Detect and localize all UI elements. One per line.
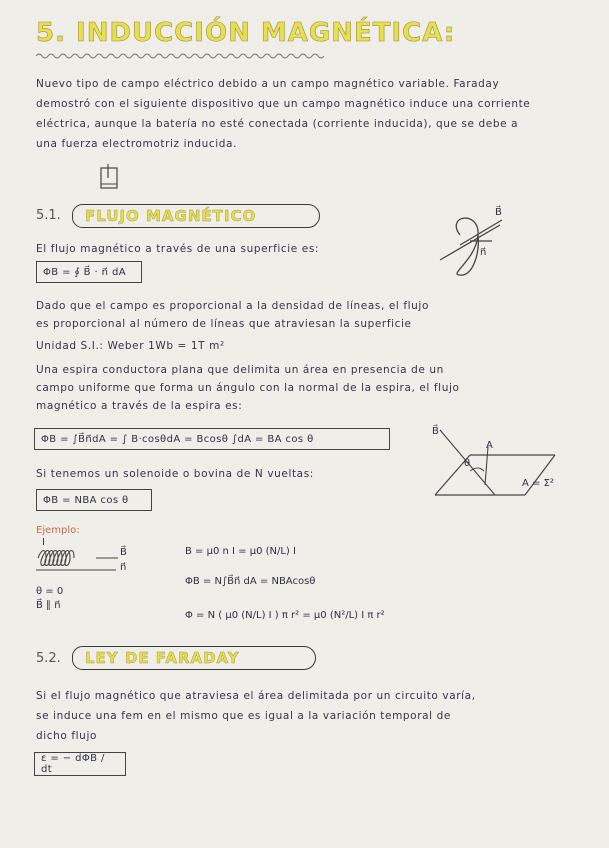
section-2-title: LEY DE FARADAY [72, 646, 316, 670]
flux-formula-box: ΦB = ∮ B⃗ · n⃗ dA [36, 261, 142, 283]
page-title: 5. INDUCCIÓN MAGNÉTICA: [36, 18, 456, 48]
angle-diagram-B-label: B⃗ [432, 426, 439, 437]
flux-paragraph-1-line-1: Dado que el campo es proporcional a la densidad de líneas, el flujo [36, 300, 429, 312]
flux-paragraph-2-line-3: magnético a través de la espira es: [36, 400, 243, 412]
section-1-number: 5.1. [36, 208, 61, 223]
example-eq2: ΦB = N∫B⃗n⃗ dA = NBAcosθ [185, 576, 316, 587]
angle-diagram-A-label: A [486, 440, 493, 451]
intro-line-2: demostró con el siguiente dispositivo que un campo magnético induce una corriente [36, 98, 531, 110]
angle-diagram [430, 425, 590, 505]
example-n-label: n⃗ [120, 562, 127, 573]
example-eq1: B = μ0 n I = μ0 (N/L) I [185, 546, 296, 557]
section-1-title: FLUJO MAGNÉTICO [72, 204, 320, 228]
flux-intro-line: El flujo magnético a través de una superficie es: [36, 243, 320, 255]
faraday-line-1: Si el flujo magnético que atraviesa el área delimitada por un circuito varía, [36, 690, 476, 702]
intro-line-1: Nuevo tipo de campo eléctrico debido a un campo magnético variable. Faraday [36, 78, 500, 90]
example-B-label: B⃗ [120, 547, 127, 558]
example-parallel: B⃗ ∥ n⃗ [36, 600, 61, 611]
angle-diagram-area-label: A = Σ² [522, 478, 554, 489]
solenoid-formula-box: ΦB = NBA cos θ [36, 489, 152, 511]
loop-n-label: n⃗ [480, 247, 487, 258]
intro-line-3: eléctrica, aunque la batería no esté conectada (corriente inducida), que se debe a [36, 118, 519, 130]
loop-B-label: B⃗ [495, 207, 502, 218]
flux-paragraph-2-line-2: campo uniforme que forma un ángulo con la normal de la espira, el flujo [36, 382, 460, 394]
example-label: Ejemplo: [36, 525, 80, 536]
faraday-line-2: se induce una fem en el mismo que es igual a la variación temporal de [36, 710, 451, 722]
units-line: Unidad S.I.: Weber 1Wb = 1T m² [36, 340, 225, 352]
faraday-line-3: dicho flujo [36, 730, 97, 742]
faraday-formula-box: ε = − dΦB / dt [34, 752, 126, 776]
section-2-number: 5.2. [36, 651, 61, 666]
title-underline [36, 52, 356, 60]
solenoid-sketch [36, 542, 126, 576]
battery-sketch [98, 164, 122, 192]
flux-derivation-box: ΦB = ∫B⃗n⃗dA = ∫ B·cosθdA = Bcosθ ∫dA = BA cos θ [34, 428, 390, 450]
flux-paragraph-2-line-1: Una espira conductora plana que delimita un área en presencia de un [36, 364, 444, 376]
flux-paragraph-1-line-2: es proporcional al número de líneas que atraviesan la superficie [36, 318, 412, 330]
angle-diagram-theta-label: θ [464, 458, 471, 469]
intro-line-4: una fuerza electromotriz inducida. [36, 138, 238, 150]
solenoid-line: Si tenemos un solenoide o bovina de N vueltas: [36, 468, 314, 480]
example-theta: θ = 0 [36, 586, 64, 597]
example-I-label: I [42, 537, 45, 548]
example-eq3: Φ = N ( μ0 (N/L) I ) π r² = μ0 (N²/L) I π r² [185, 610, 385, 621]
